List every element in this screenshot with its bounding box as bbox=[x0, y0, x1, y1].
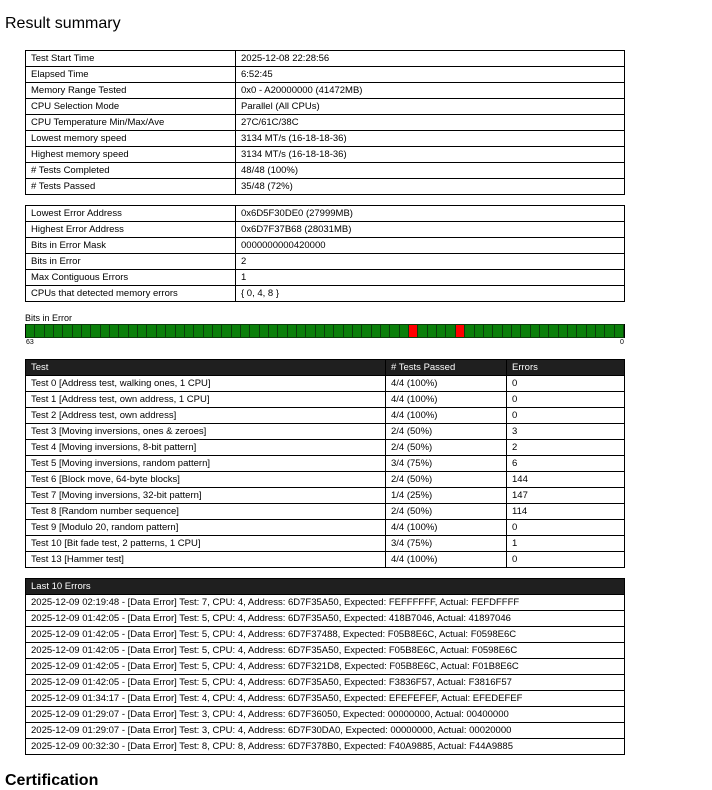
test-name: Test 3 [Moving inversions, ones & zeroes] bbox=[26, 424, 386, 440]
test-name: Test 8 [Random number sequence] bbox=[26, 504, 386, 520]
bits-in-error-bar bbox=[25, 324, 625, 338]
bit-ok-cell bbox=[73, 324, 82, 338]
bit-ok-cell bbox=[596, 324, 605, 338]
info-row bbox=[26, 270, 625, 286]
bit-ok-cell bbox=[372, 324, 381, 338]
bit-ok-cell bbox=[260, 324, 269, 338]
info-row bbox=[26, 67, 625, 83]
tests-passed: 2/4 (50%) bbox=[386, 440, 507, 456]
certification-heading: Certification bbox=[5, 772, 99, 789]
bit-ok-cell bbox=[194, 324, 203, 338]
tests-passed: 2/4 (50%) bbox=[386, 424, 507, 440]
bit-ok-cell bbox=[503, 324, 512, 338]
bit-ok-cell bbox=[166, 324, 175, 338]
tests-passed: 4/4 (100%) bbox=[386, 552, 507, 568]
test-name: Test 0 [Address test, walking ones, 1 CPU] bbox=[26, 376, 386, 392]
bit-ok-cell bbox=[605, 324, 614, 338]
info-label: Memory Range Tested bbox=[26, 83, 236, 99]
bit-ok-cell bbox=[493, 324, 502, 338]
test-name: Test 2 [Address test, own address] bbox=[26, 408, 386, 424]
error-count: 1 bbox=[507, 536, 625, 552]
bit-ok-cell bbox=[306, 324, 315, 338]
table-row bbox=[26, 536, 625, 552]
bit-0-label: 0 bbox=[620, 339, 624, 346]
info-row bbox=[26, 83, 625, 99]
list-item bbox=[26, 675, 625, 691]
bit-ok-cell bbox=[587, 324, 596, 338]
tests-passed: 4/4 (100%) bbox=[386, 376, 507, 392]
result-summary-table bbox=[25, 50, 625, 195]
info-value: 0x6D5F30DE0 (27999MB) bbox=[236, 206, 625, 222]
info-value: 2 bbox=[236, 254, 625, 270]
header-tests-passed: # Tests Passed bbox=[386, 360, 507, 376]
bit-error-cell bbox=[409, 324, 418, 338]
bit-ok-cell bbox=[418, 324, 427, 338]
info-row bbox=[26, 206, 625, 222]
info-label: # Tests Passed bbox=[26, 179, 236, 195]
table-row bbox=[26, 440, 625, 456]
info-label: CPUs that detected memory errors bbox=[26, 286, 236, 302]
list-item bbox=[26, 659, 625, 675]
info-label: Max Contiguous Errors bbox=[26, 270, 236, 286]
bit-ok-cell bbox=[204, 324, 213, 338]
info-value: 6:52:45 bbox=[236, 67, 625, 83]
error-entry: 2025-12-09 01:29:07 - [Data Error] Test: 3, CPU: 4, Address: 6D7F30DA0, Expected: 00000000, Actual: 00020000 bbox=[26, 723, 625, 739]
table-row bbox=[26, 408, 625, 424]
table-row bbox=[26, 520, 625, 536]
list-item bbox=[26, 643, 625, 659]
error-entry: 2025-12-09 01:29:07 - [Data Error] Test: 3, CPU: 4, Address: 6D7F36050, Expected: 00000000, Actual: 00400000 bbox=[26, 707, 625, 723]
error-count: 6 bbox=[507, 456, 625, 472]
info-value: 27C/61C/38C bbox=[236, 115, 625, 131]
test-name: Test 5 [Moving inversions, random pattern] bbox=[26, 456, 386, 472]
info-value: 2025-12-08 22:28:56 bbox=[236, 51, 625, 67]
error-entry: 2025-12-09 01:34:17 - [Data Error] Test: 4, CPU: 4, Address: 6D7F35A50, Expected: EFEFEFEF, Actual: EFEDEFEF bbox=[26, 691, 625, 707]
tests-passed: 2/4 (50%) bbox=[386, 472, 507, 488]
info-row bbox=[26, 222, 625, 238]
info-label: Highest Error Address bbox=[26, 222, 236, 238]
tests-passed: 3/4 (75%) bbox=[386, 536, 507, 552]
tests-passed: 4/4 (100%) bbox=[386, 408, 507, 424]
error-entry: 2025-12-09 01:42:05 - [Data Error] Test: 5, CPU: 4, Address: 6D7F35A50, Expected: 418B7046, Actual: 41897046 bbox=[26, 611, 625, 627]
error-entry: 2025-12-09 01:42:05 - [Data Error] Test: 5, CPU: 4, Address: 6D7F321D8, Expected: F05B8E6C, Actual: F01B8E6C bbox=[26, 659, 625, 675]
info-row bbox=[26, 254, 625, 270]
bit-ok-cell bbox=[521, 324, 530, 338]
bit-ok-cell bbox=[138, 324, 147, 338]
info-label: Lowest memory speed bbox=[26, 131, 236, 147]
info-value: 0x6D7F37B68 (28031MB) bbox=[236, 222, 625, 238]
info-value: 3134 MT/s (16-18-18-36) bbox=[236, 147, 625, 163]
error-count: 147 bbox=[507, 488, 625, 504]
table-row bbox=[26, 552, 625, 568]
table-row bbox=[26, 392, 625, 408]
info-label: Lowest Error Address bbox=[26, 206, 236, 222]
test-name: Test 4 [Moving inversions, 8-bit pattern] bbox=[26, 440, 386, 456]
bit-ok-cell bbox=[232, 324, 241, 338]
bit-ok-cell bbox=[63, 324, 72, 338]
list-item bbox=[26, 627, 625, 643]
bit-ok-cell bbox=[54, 324, 63, 338]
bit-ok-cell bbox=[362, 324, 371, 338]
bit-ok-cell bbox=[35, 324, 44, 338]
bit-ok-cell bbox=[278, 324, 287, 338]
bit-ok-cell bbox=[157, 324, 166, 338]
error-count: 114 bbox=[507, 504, 625, 520]
bit-ok-cell bbox=[549, 324, 558, 338]
info-label: Test Start Time bbox=[26, 51, 236, 67]
bit-ok-cell bbox=[45, 324, 54, 338]
info-row bbox=[26, 99, 625, 115]
bit-ok-cell bbox=[185, 324, 194, 338]
error-entry: 2025-12-09 01:42:05 - [Data Error] Test: 5, CPU: 4, Address: 6D7F35A50, Expected: F05B8E6C, Actual: F0598E6C bbox=[26, 643, 625, 659]
bit-ok-cell bbox=[475, 324, 484, 338]
table-row bbox=[26, 376, 625, 392]
bit-ok-cell bbox=[129, 324, 138, 338]
bit-ok-cell bbox=[484, 324, 493, 338]
error-count: 0 bbox=[507, 552, 625, 568]
test-results-table bbox=[25, 359, 625, 568]
error-count: 0 bbox=[507, 520, 625, 536]
error-details-table bbox=[25, 205, 625, 302]
info-row bbox=[26, 131, 625, 147]
bit-ok-cell bbox=[446, 324, 455, 338]
bit-ok-cell bbox=[512, 324, 521, 338]
bit-ok-cell bbox=[297, 324, 306, 338]
info-value: 0000000000420000 bbox=[236, 238, 625, 254]
list-item bbox=[26, 707, 625, 723]
bit-ok-cell bbox=[110, 324, 119, 338]
bit-ok-cell bbox=[241, 324, 250, 338]
info-value: { 0, 4, 8 } bbox=[236, 286, 625, 302]
info-label: Elapsed Time bbox=[26, 67, 236, 83]
info-row bbox=[26, 163, 625, 179]
bit-ok-cell bbox=[568, 324, 577, 338]
info-value: 3134 MT/s (16-18-18-36) bbox=[236, 131, 625, 147]
tests-passed: 3/4 (75%) bbox=[386, 456, 507, 472]
error-count: 3 bbox=[507, 424, 625, 440]
info-value: 35/48 (72%) bbox=[236, 179, 625, 195]
bit-ok-cell bbox=[91, 324, 100, 338]
test-name: Test 1 [Address test, own address, 1 CPU] bbox=[26, 392, 386, 408]
info-label: Bits in Error Mask bbox=[26, 238, 236, 254]
error-entry: 2025-12-09 02:19:48 - [Data Error] Test: 7, CPU: 4, Address: 6D7F35A50, Expected: FEFFFFFF, Actual: FEFDFFFF bbox=[26, 595, 625, 611]
test-name: Test 10 [Bit fade test, 2 patterns, 1 CPU] bbox=[26, 536, 386, 552]
info-row bbox=[26, 286, 625, 302]
bit-ok-cell bbox=[559, 324, 568, 338]
test-name: Test 9 [Modulo 20, random pattern] bbox=[26, 520, 386, 536]
error-entry: 2025-12-09 01:42:05 - [Data Error] Test: 5, CPU: 4, Address: 6D7F37488, Expected: F05B8E6C, Actual: F0598E6C bbox=[26, 627, 625, 643]
bit-ok-cell bbox=[540, 324, 549, 338]
bit-ok-cell bbox=[101, 324, 110, 338]
info-label: Highest memory speed bbox=[26, 147, 236, 163]
error-count: 0 bbox=[507, 376, 625, 392]
bit-ok-cell bbox=[269, 324, 278, 338]
bit-ok-cell bbox=[390, 324, 399, 338]
list-item bbox=[26, 723, 625, 739]
bit-ok-cell bbox=[82, 324, 91, 338]
error-count: 144 bbox=[507, 472, 625, 488]
table-row bbox=[26, 456, 625, 472]
test-name: Test 7 [Moving inversions, 32-bit pattern] bbox=[26, 488, 386, 504]
test-name: Test 13 [Hammer test] bbox=[26, 552, 386, 568]
table-row bbox=[26, 472, 625, 488]
test-name: Test 6 [Block move, 64-byte blocks] bbox=[26, 472, 386, 488]
tests-passed: 4/4 (100%) bbox=[386, 520, 507, 536]
table-row bbox=[26, 504, 625, 520]
info-label: CPU Selection Mode bbox=[26, 99, 236, 115]
bit-ok-cell bbox=[250, 324, 259, 338]
bit-ok-cell bbox=[344, 324, 353, 338]
tests-passed: 2/4 (50%) bbox=[386, 504, 507, 520]
info-value: 0x0 - A20000000 (41472MB) bbox=[236, 83, 625, 99]
error-entry: 2025-12-09 01:42:05 - [Data Error] Test: 5, CPU: 4, Address: 6D7F35A50, Expected: F3836F57, Actual: F3816F57 bbox=[26, 675, 625, 691]
bit-ok-cell bbox=[437, 324, 446, 338]
bit-ok-cell bbox=[325, 324, 334, 338]
bit-ok-cell bbox=[615, 324, 624, 338]
test-results-header-row bbox=[26, 360, 625, 376]
bits-in-error-label: Bits in Error bbox=[25, 313, 73, 323]
list-item bbox=[26, 611, 625, 627]
table-row bbox=[26, 424, 625, 440]
bit-ok-cell bbox=[465, 324, 474, 338]
info-row bbox=[26, 51, 625, 67]
info-row bbox=[26, 238, 625, 254]
table-row bbox=[26, 488, 625, 504]
bit-ok-cell bbox=[222, 324, 231, 338]
info-row bbox=[26, 115, 625, 131]
tests-passed: 1/4 (25%) bbox=[386, 488, 507, 504]
bit-ok-cell bbox=[213, 324, 222, 338]
list-item bbox=[26, 739, 625, 755]
error-count: 2 bbox=[507, 440, 625, 456]
info-row bbox=[26, 179, 625, 195]
bit-ok-cell bbox=[531, 324, 540, 338]
bit-ok-cell bbox=[147, 324, 156, 338]
bit-error-cell bbox=[456, 324, 465, 338]
list-item bbox=[26, 691, 625, 707]
error-count: 0 bbox=[507, 408, 625, 424]
bit-ok-cell bbox=[119, 324, 128, 338]
info-value: Parallel (All CPUs) bbox=[236, 99, 625, 115]
bit-ok-cell bbox=[353, 324, 362, 338]
info-value: 48/48 (100%) bbox=[236, 163, 625, 179]
info-label: Bits in Error bbox=[26, 254, 236, 270]
last-errors-header: Last 10 Errors bbox=[26, 579, 625, 595]
info-label: CPU Temperature Min/Max/Ave bbox=[26, 115, 236, 131]
info-row bbox=[26, 147, 625, 163]
bit-ok-cell bbox=[334, 324, 343, 338]
error-count: 0 bbox=[507, 392, 625, 408]
last-errors-header-row bbox=[26, 579, 625, 595]
bit-ok-cell bbox=[577, 324, 586, 338]
header-errors: Errors bbox=[507, 360, 625, 376]
info-value: 1 bbox=[236, 270, 625, 286]
bit-ok-cell bbox=[26, 324, 35, 338]
info-label: # Tests Completed bbox=[26, 163, 236, 179]
bit-ok-cell bbox=[400, 324, 409, 338]
list-item bbox=[26, 595, 625, 611]
bit-ok-cell bbox=[176, 324, 185, 338]
last-errors-table bbox=[25, 578, 625, 755]
tests-passed: 4/4 (100%) bbox=[386, 392, 507, 408]
bit-ok-cell bbox=[288, 324, 297, 338]
bit-ok-cell bbox=[381, 324, 390, 338]
bit-ok-cell bbox=[428, 324, 437, 338]
bit-63-label: 63 bbox=[26, 339, 34, 346]
page-title: Result summary bbox=[5, 15, 121, 32]
header-test: Test bbox=[26, 360, 386, 376]
error-entry: 2025-12-09 00:32:30 - [Data Error] Test: 8, CPU: 8, Address: 6D7F378B0, Expected: F40A9885, Actual: F44A9885 bbox=[26, 739, 625, 755]
bit-ok-cell bbox=[316, 324, 325, 338]
